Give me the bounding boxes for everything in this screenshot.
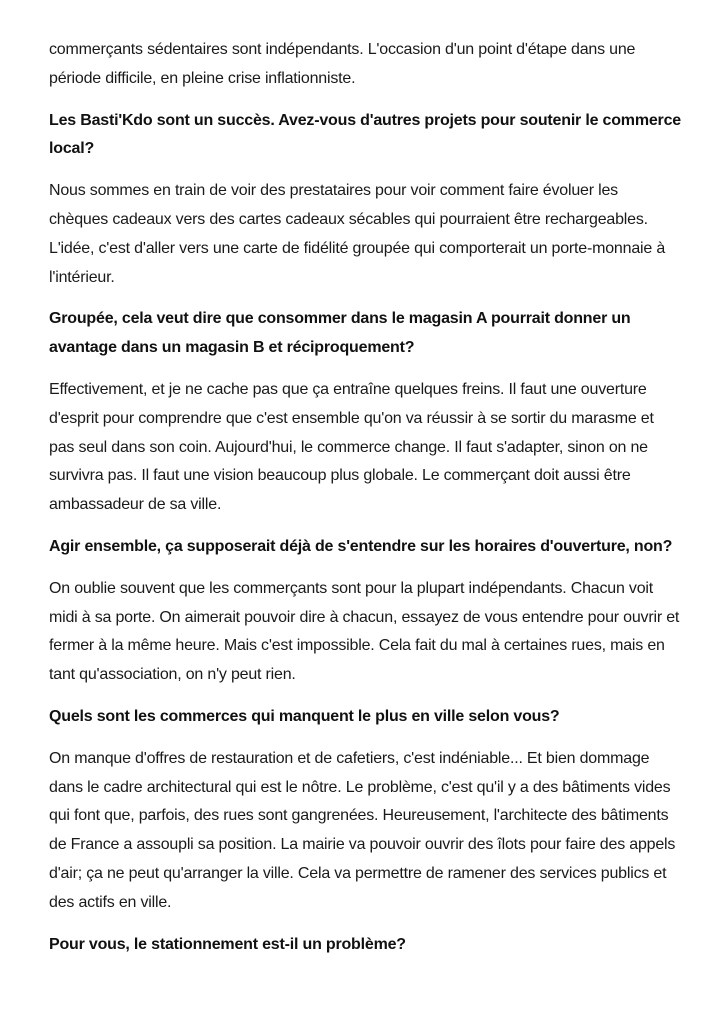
answer-paragraph: Nous sommes en train de voir des prestataires pour voir comment faire évoluer les chèques cadeaux vers des cartes cadeaux sécables qui pourraient être rechargeables. L'idée, c'est d'aller vers une carte de fidélité groupée qui comporterait un porte-monnaie à l'intérieur. [49,182,666,286]
answer-paragraph: On oublie souvent que les commerçants sont pour la plupart indépendants. Chacun voit midi à sa porte. On aimerait pouvoir dire à chacun, essayez de vous entendre pour ouvrir et fermer à la même heure. Mais c'est impossible. Cela fait du mal à certaines rues, mais en tant qu'association, on n'y peut rien. [49,579,680,684]
answer-paragraph: commerçants sédentaires sont indépendants. L'occasion d'un point d'étape dans une période difficile, en pleine crise inflationniste. [49,41,636,87]
answer-paragraph: On manque d'offres de restauration et de cafetiers, c'est indéniable... Et bien dommage dans le cadre architectural qui est le nôtre. Le problème, c'est qu'il y a des bâtiments vides qui font que, parfois, des rues sont gangrenées. Heureusement, l'architecte des bâtiments de France a assoupli sa position. La mairie va pouvoir ouvrir des îlots pour faire des appels d'air; ça ne peut qu'arranger la ville. Cela va permettre de ramener des services publics et des actifs en ville. [49,749,676,911]
answer-paragraph: Effectivement, et je ne cache pas que ça entraîne quelques freins. Il faut une ouverture d'esprit pour comprendre que c'est ensemble qu'on va réussir à se sortir du marasme et pas seul dans son coin. Aujourd'hui, le commerce change. Il faut s'adapter, sinon on ne survivra pas. Il faut une vision beaucoup plus globale. Le commerçant doit aussi être ambassadeur de sa ville. [49,380,654,514]
article-body [49,36,681,972]
question-heading: Groupée, cela veut dire que consommer dans le magasin A pourrait donner un avantage dans un magasin B et réciproquement? [49,310,631,357]
question-heading: Les Basti'Kdo sont un succès. Avez-vous d'autres projets pour soutenir le commerce local? [49,111,681,158]
question-heading: Pour vous, le stationnement est-il un problème? [49,935,406,953]
question-heading: Agir ensemble, ça supposerait déjà de s'entendre sur les horaires d'ouverture, non? [49,537,673,555]
question-heading: Quels sont les commerces qui manquent le plus en ville selon vous? [49,707,560,725]
